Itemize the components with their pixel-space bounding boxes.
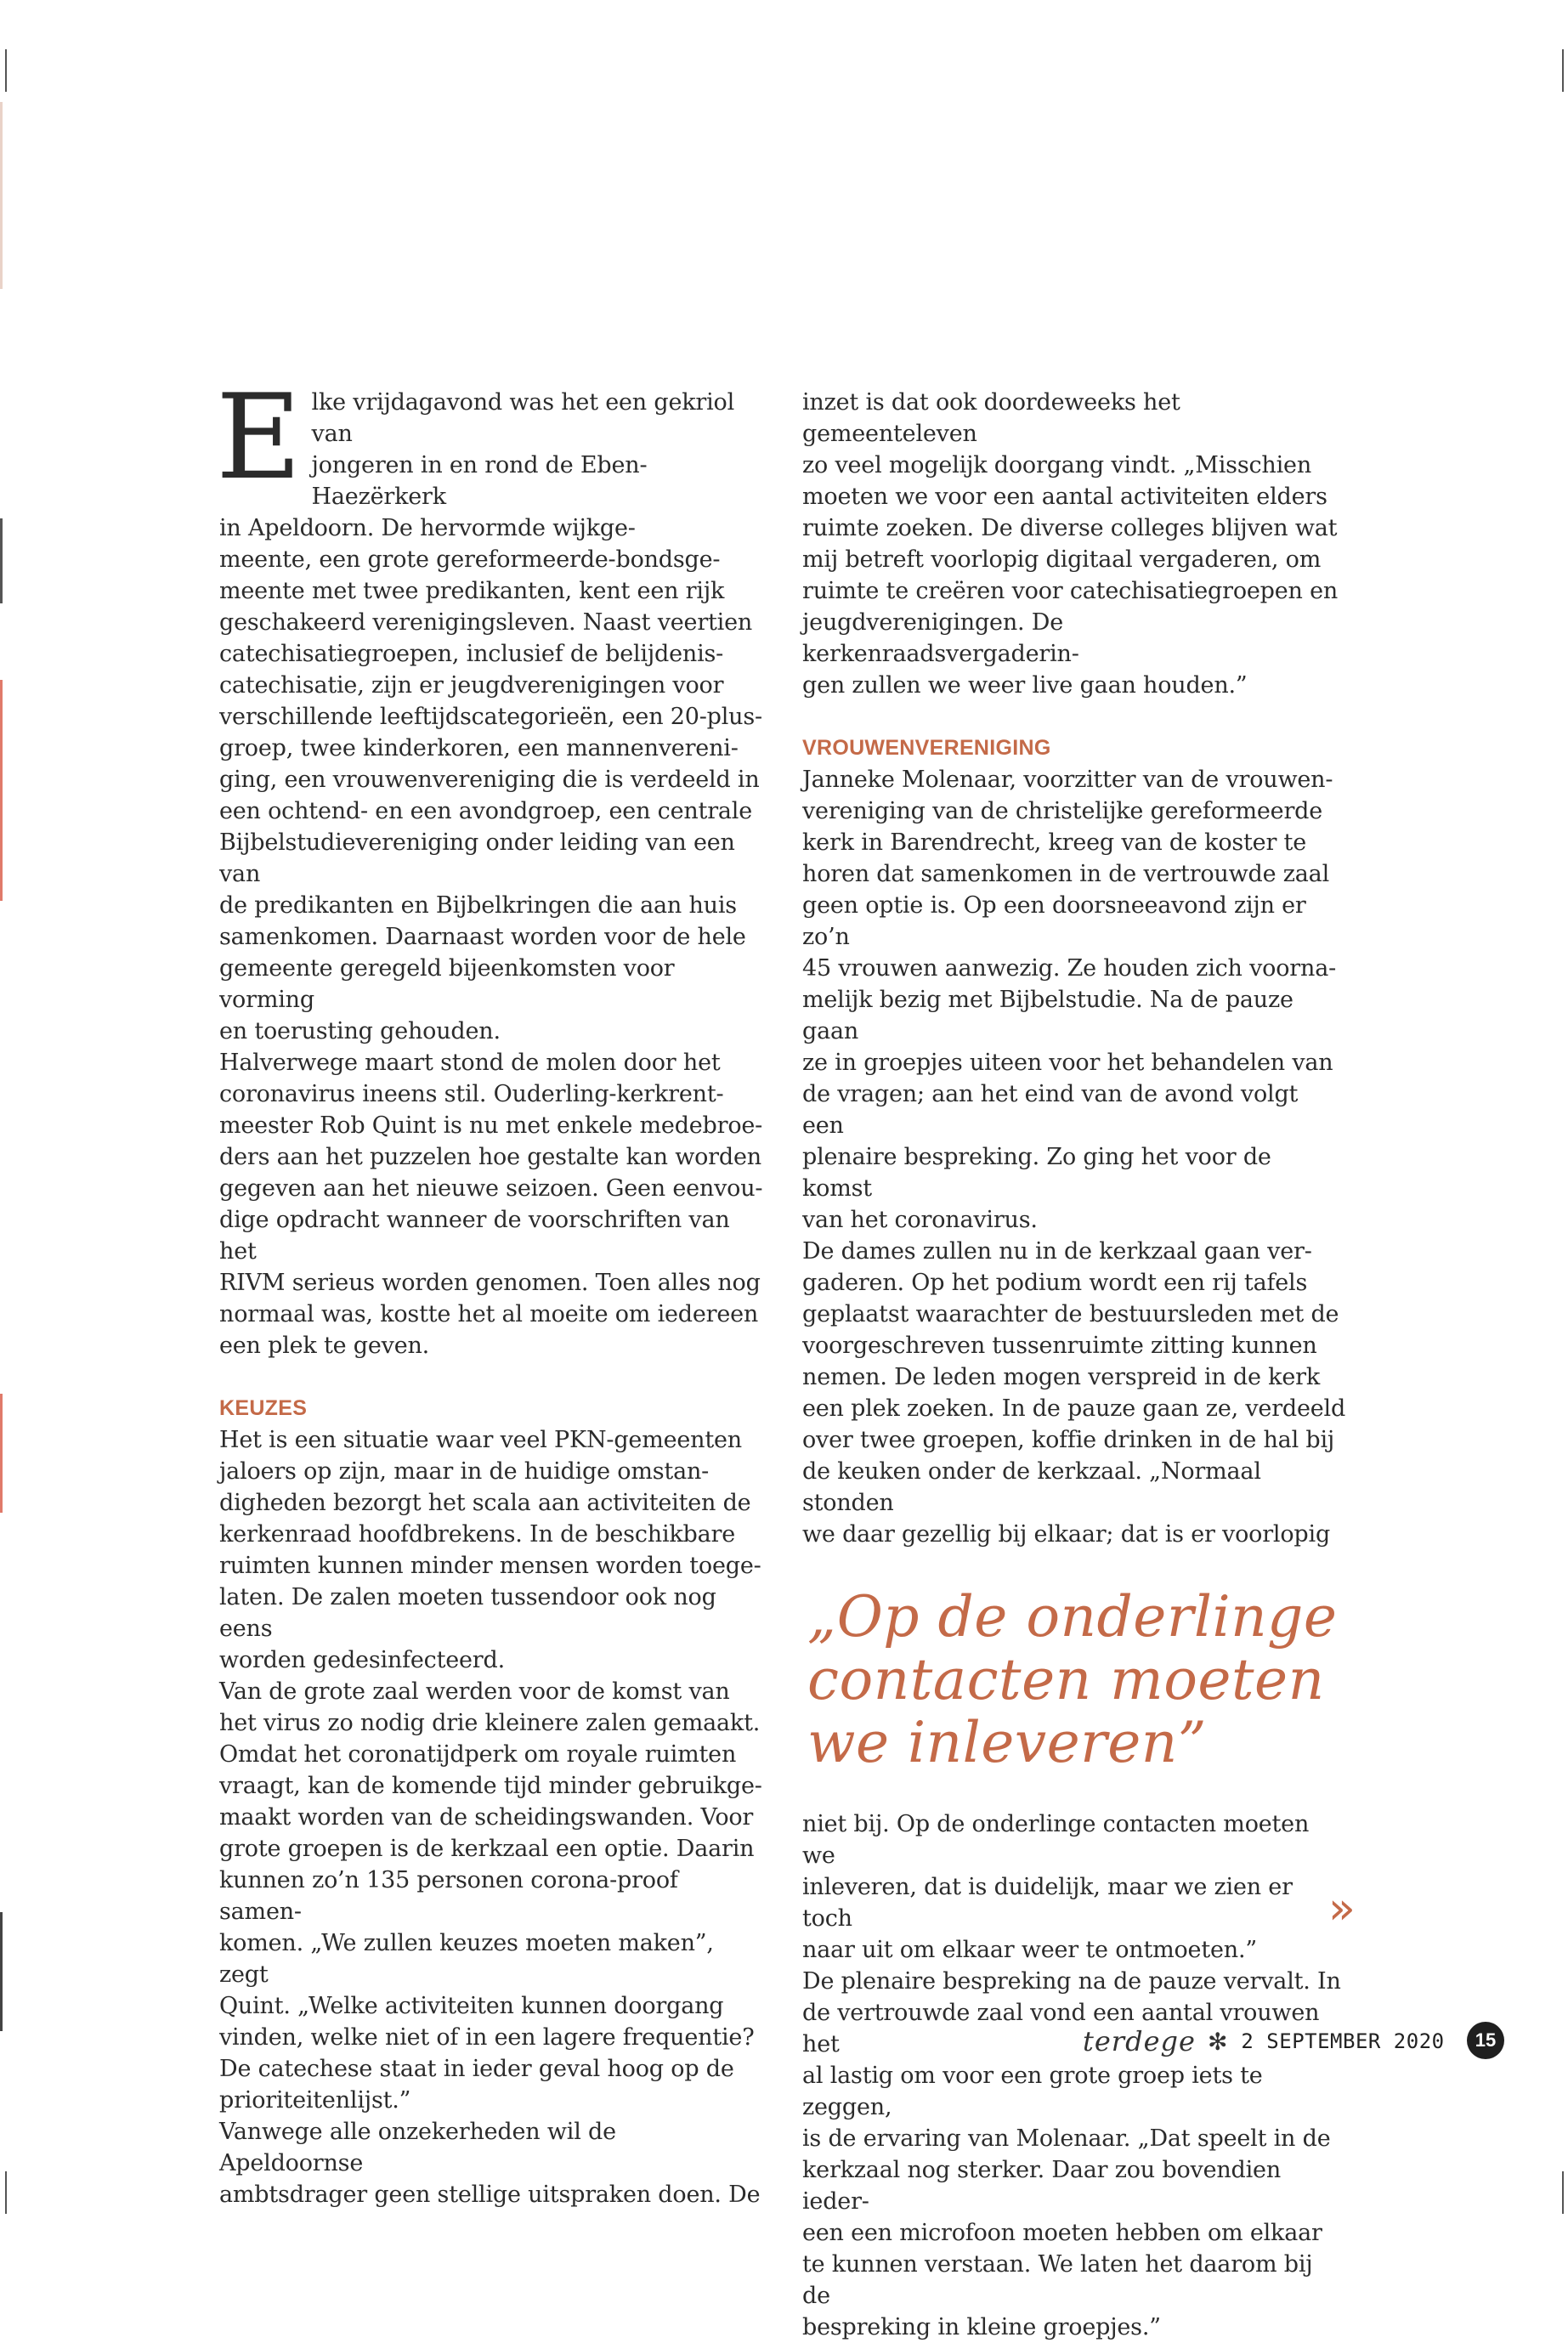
body-paragraph: Vanwege alle onzekerheden wil de Apeldoornse ambtsdrager geen stellige uitspraken doen. De [219, 2119, 761, 2208]
color-bar-left-dark-2 [0, 1912, 3, 2031]
magazine-logo: terdege [1083, 2025, 1196, 2057]
continue-arrow-icon: » [1328, 1883, 1356, 1934]
page-number-badge: 15 [1467, 2022, 1504, 2059]
body-paragraph: Van de grote zaal werden voor de komst van het virus zo nodig drie kleinere zalen gemaakt. Omdat het coronatijdperk om royale ruimten vraagt, kan de komende tijd minder gebruikge- maakt worden van de scheidingswanden. Voor grote groepen is de kerkzaal een optie. Daarin kunnen zo’n 135 personen corona-proof samen- komen. „We zullen keuzes moeten maken”, zegt Quint. „Welke activiteiten kunnen doorgang vinden, welke niet of in een lagere frequentie? De catechese staat in ieder geval hoog op de prioriteitenlijst.” [219, 1678, 762, 2114]
issue-date: 2 SEPTEMBER 2020 [1241, 2029, 1445, 2053]
crop-mark-top-left [5, 49, 7, 92]
color-bar-left-accent [0, 680, 3, 901]
asterisk-icon: ✻ [1207, 2027, 1228, 2056]
color-bar-left-dark [0, 518, 3, 603]
crop-mark-top-right [1562, 49, 1564, 92]
article-column-left [216, 369, 763, 2210]
subheading-keuzes: KEUZES [219, 1396, 308, 1420]
page-footer [1083, 2021, 1445, 2062]
drop-cap: E [216, 369, 302, 506]
body-paragraph: inzet is dat ook doordeweeks het gemeenteleven zo veel mogelijk doorgang vindt. „Misschien moeten we voor een aantal activiteiten elders ruimte zoeken. De diverse colleges blijven wat mij betreft voorlopig digitaal vergaderen, om ruimte te creëren voor catechisatiegroepen en jeugdverenigingen. De kerkenraadsvergaderin- gen zullen we weer live gaan houden.” [802, 389, 1339, 699]
body-paragraph: Het is een situatie waar veel PKN-gemeenten jaloers op zijn, maar in de huidige omstan- digheden bezorgt het scala aan activiteiten de kerkenraad hoofdbrekens. In de beschikbare ruimten kunnen minder mensen worden toege- laten. De zalen moeten tussendoor ook nog eens worden gedesinfecteerd. [219, 1427, 761, 1673]
color-bar-left [0, 102, 3, 289]
body-paragraph: Halverwege maart stond de molen door het coronavirus ineens stil. Ouderling-kerkrent- meester Rob Quint is nu met enkele medebroe- ders aan het puzzelen hoe gestalte kan worden gegeven aan het nieuwe seizoen. Geen eenvou- dige opdracht wanneer de voorschriften van het RIVM serieus worden genomen. Toen alles nog normaal was, kostte het al moeite om iedereen een plek te geven. [219, 1050, 763, 1359]
crop-mark-bottom-right [1562, 2171, 1564, 2214]
pull-quote: „Op de onderlinge contacten moeten we inleveren” [807, 1584, 1338, 1775]
color-bar-left-accent-2 [0, 1394, 3, 1513]
subheading-vrouwenvereniging: VROUWENVERENIGING [802, 736, 1051, 760]
body-paragraph: De plenaire bespreking na de pauze vervalt. In de vertrouwde zaal vond een aantal vrouwen het al lastig om voor een grote groep iets te zeggen, is de ervaring van Molenaar. „Dat speelt in de kerkzaal nog sterker. Daar zou bovendien ieder- een een microfoon moeten hebben om elkaar te kunnen verstaan. We laten het daarom bij de bespreking in kleine groepjes.” [802, 1968, 1341, 2340]
body-paragraph: niet bij. Op de onderlinge contacten moeten we inleveren, dat is duidelijk, maar we zien er toch naar uit om elkaar weer te ontmoeten.” [802, 1811, 1310, 1963]
body-paragraph: De dames zullen nu in de kerkzaal gaan ver- gaderen. Op het podium wordt een rij tafels geplaatst waarachter de bestuursleden met de voorgeschreven tussenruimte zitting kunnen nemen. De leden mogen verspreid in de kerk een plek zoeken. In de pauze gaan ze, verdeeld over twee groepen, koffie drinken in de hal bij de keuken onder de kerkzaal. „Normaal stonden we daar gezellig bij elkaar; dat is er voorlopig [802, 1238, 1346, 1548]
crop-mark-bottom-left [5, 2171, 7, 2214]
body-paragraph: Janneke Molenaar, voorzitter van de vrouwen- vereniging van de christelijke gereformeerde kerk in Barendrecht, kreeg van de koster te horen dat samenkomen in de vertrouwde zaal geen optie is. Op een doorsneeavond zijn er zo’n 45 vrouwen aanwezig. Ze houden zich voorna- melijk bezig met Bijbelstudie. Na de pauze gaan ze in groepjes uiteen voor het behandelen van de vragen; aan het eind van de avond volgt een plenaire bespreking. Zo ging het voor de komst van het coronavirus. [802, 767, 1337, 1233]
intro-paragraph: Elke vrijdagavond was het een gekriol van jongeren in en rond de Eben-Haezërkerk in Apeldoorn. De hervormde wijkge- meente, een grote gereformeerde-bondsge- meente met twee predikanten, kent een rijk geschakeerd verenigingsleven. Naast veertien catechisatiegroepen, inclusief de belijdenis- catechisatie, zijn er jeugdverenigingen voor verschillende leeftijdscategorieën, een 20-plus- groep, twee kinderkoren, een mannenvereni- ging, een vrouwenvereniging die is verdeeld in een ochtend- en een avondgroep, een centrale Bijbelstudievereniging onder leiding van een van de predikanten en Bijbelkringen die aan huis samenkomen. Daarnaast worden voor de hele gemeente geregeld bijeenkomsten voor vorming en toerusting gehouden. [216, 369, 762, 1044]
